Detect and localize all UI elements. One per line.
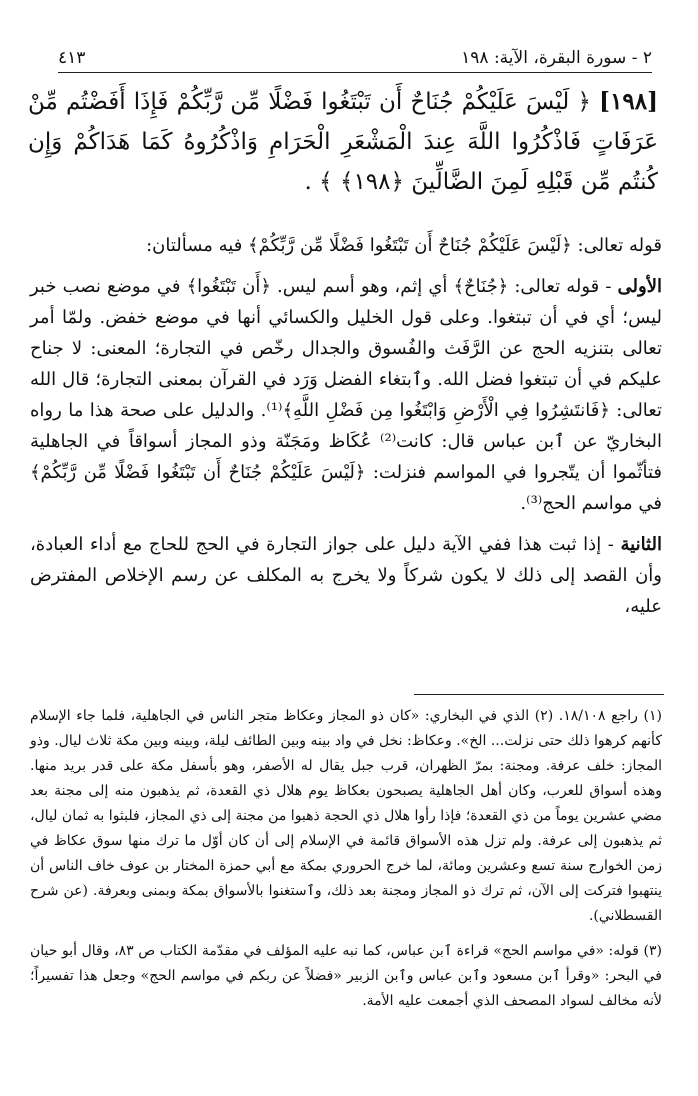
second-issue-label: الثانية: [620, 534, 662, 555]
footnote-3: (٣) قوله: «في مواسم الحج» قراءة ٱبن عباس، كما نبه عليه المؤلف في مقدّمة الكتاب ص ٨٣، وقال أبو حيان في البحر: «وقرأ ٱبن مسعود وٱبن عباس وٱبن الزبير «فضلاً عن ربكم في مواسم الحج» وجعل هذا تفسيراً؛ لأنه مخالف لسواد المصحف الذي أجمعت عليه الأمة.: [30, 943, 662, 1009]
footnote-divider: [414, 694, 664, 695]
second-issue-text: - إذا ثبت هذا ففي الآية دليل على جواز التجارة في الحج للحاج مع أداء العبادة، وأن القصد إلى ذلك لا يكون شركاً ولا يخرج به المكلف عن رسم الإخلاص المفترض عليه،: [30, 534, 662, 617]
footnotes: [30, 704, 662, 1014]
intro-paragraph: قوله تعالى: ﴿لَيْسَ عَلَيْكُمْ جُنَاحٌ أَن تَبْتَغُوا فَضْلًا مِّن رَّبِّكُمْ﴾ فيه مسألتان:: [146, 235, 662, 256]
page-header: [58, 44, 652, 73]
second-issue-paragraph: [30, 529, 662, 622]
quran-verse: [28, 82, 658, 202]
footnote-1-2: (١) راجع ١٨/١٠٨. (٢) الذي في البخاري: «كان ذو المجاز وعكاظ متجر الناس في الجاهلية، فلما جاء الإسلام كأنهم كرهوا ذلك حتى نزلت... الخ». وعكاظ: نخل في واد بينه وبين الطائف ليلة، وبينه وبين مكة ثلاث ليال. وذو المجاز: خلف عرفة. ومجنة: بمرّ الظهران، قرب جبل يقال له الأصفر، وهو بأسفل مكة على قدر بريد منها. وهذه أسواق للعرب، وكان أهل الجاهلية يصبحون بعكاظ يوم هلال ذي القعدة، ثم يذهبون منه إلى مجنة بعد مضي عشرين يوماً من ذي القعدة؛ فإذا رأوا هلال ذي الحجة ذهبوا من مجنة إلى ذي المجاز، فلبثوا به ثمان ليال، ثم يذهبون إلى عرفة. ولم تزل هذه الأسواق قائمة في الإسلام إلى أن كان أوّل ما ترك منها سوق عكاظ في زمن الخوارج سنة تسع وعشرين ومائة، لما خرج الحروري بمكة مع أبي حمزة المختار بن عوف خاف الناس أن ينتهبوا فتركت إلى الآن، ثم ترك ذو المجاز ومجنة بعد ذلك، وٱستغنوا بالأسواق بمكة وبمنى وبعرفة. (عن شرح القسطلاني).: [30, 708, 662, 924]
first-issue-text: - قوله تعالى: ﴿جُنَاحٌ﴾ أي إثم، وهو أسم ليس. ﴿أَن تَبْتَغُوا﴾ في موضع نصب خبر ليس؛ أي في أن تبتغوا. وعلى قول الخليل والكسائي أنها في موضع خفض. ولمّا أمر تعالى بتنزيه الحج عن الرَّفَث والفُسوق والجدال رخّص في التجارة؛ المعنى: لا جناح عليكم في أن تبتغوا فضل الله. وٱبتغاء الفضل وَرَد في القرآن بمعنى التجارة؛ قال الله تعالى: ﴿فَانتَشِرُوا فِي الْأَرْضِ وَابْتَغُوا مِن فَضْلِ اللَّهِ﴾⁽¹⁾. والدليل على صحة هذا ما رواه البخاريّ عن ٱبن عباس قال: كانت⁽²⁾ عُكَاظ ومَجَنّة وذو المجاز أسواقاً في الجاهلية فتأثّموا أن يتّجروا في المواسم فنزلت: ﴿لَيْسَ عَلَيْكُمْ جُنَاحٌ أَن تَبْتَغُوا فَضْلًا مِّن رَّبِّكُمْ﴾ في مواسم الحج⁽³⁾.: [30, 276, 662, 514]
first-issue-paragraph: [30, 271, 662, 519]
page-number: ٤١٣: [58, 48, 86, 68]
commentary-body: [30, 230, 662, 622]
verse-number: [١٩٨]: [599, 88, 659, 115]
verse-text: ﴿ لَيْسَ عَلَيْكُمْ جُنَاحٌ أَن تَبْتَغُوا فَضْلًا مِّن رَّبِّكُمْ فَإِذَا أَفَضْتُم مِّنْ عَرَفَاتٍ فَاذْكُرُوا اللَّهَ عِندَ الْمَشْعَرِ الْحَرَامِ وَاذْكُرُوهُ كَمَا هَدَاكُمْ وَإِن كُنتُم مِّن قَبْلِهِ لَمِنَ الضَّالِّينَ ﴿١٩٨﴾ ﴾ .: [28, 89, 659, 195]
running-title: ٢ - سورة البقرة، الآية: ١٩٨: [461, 48, 652, 68]
first-issue-label: الأولى: [617, 276, 662, 297]
